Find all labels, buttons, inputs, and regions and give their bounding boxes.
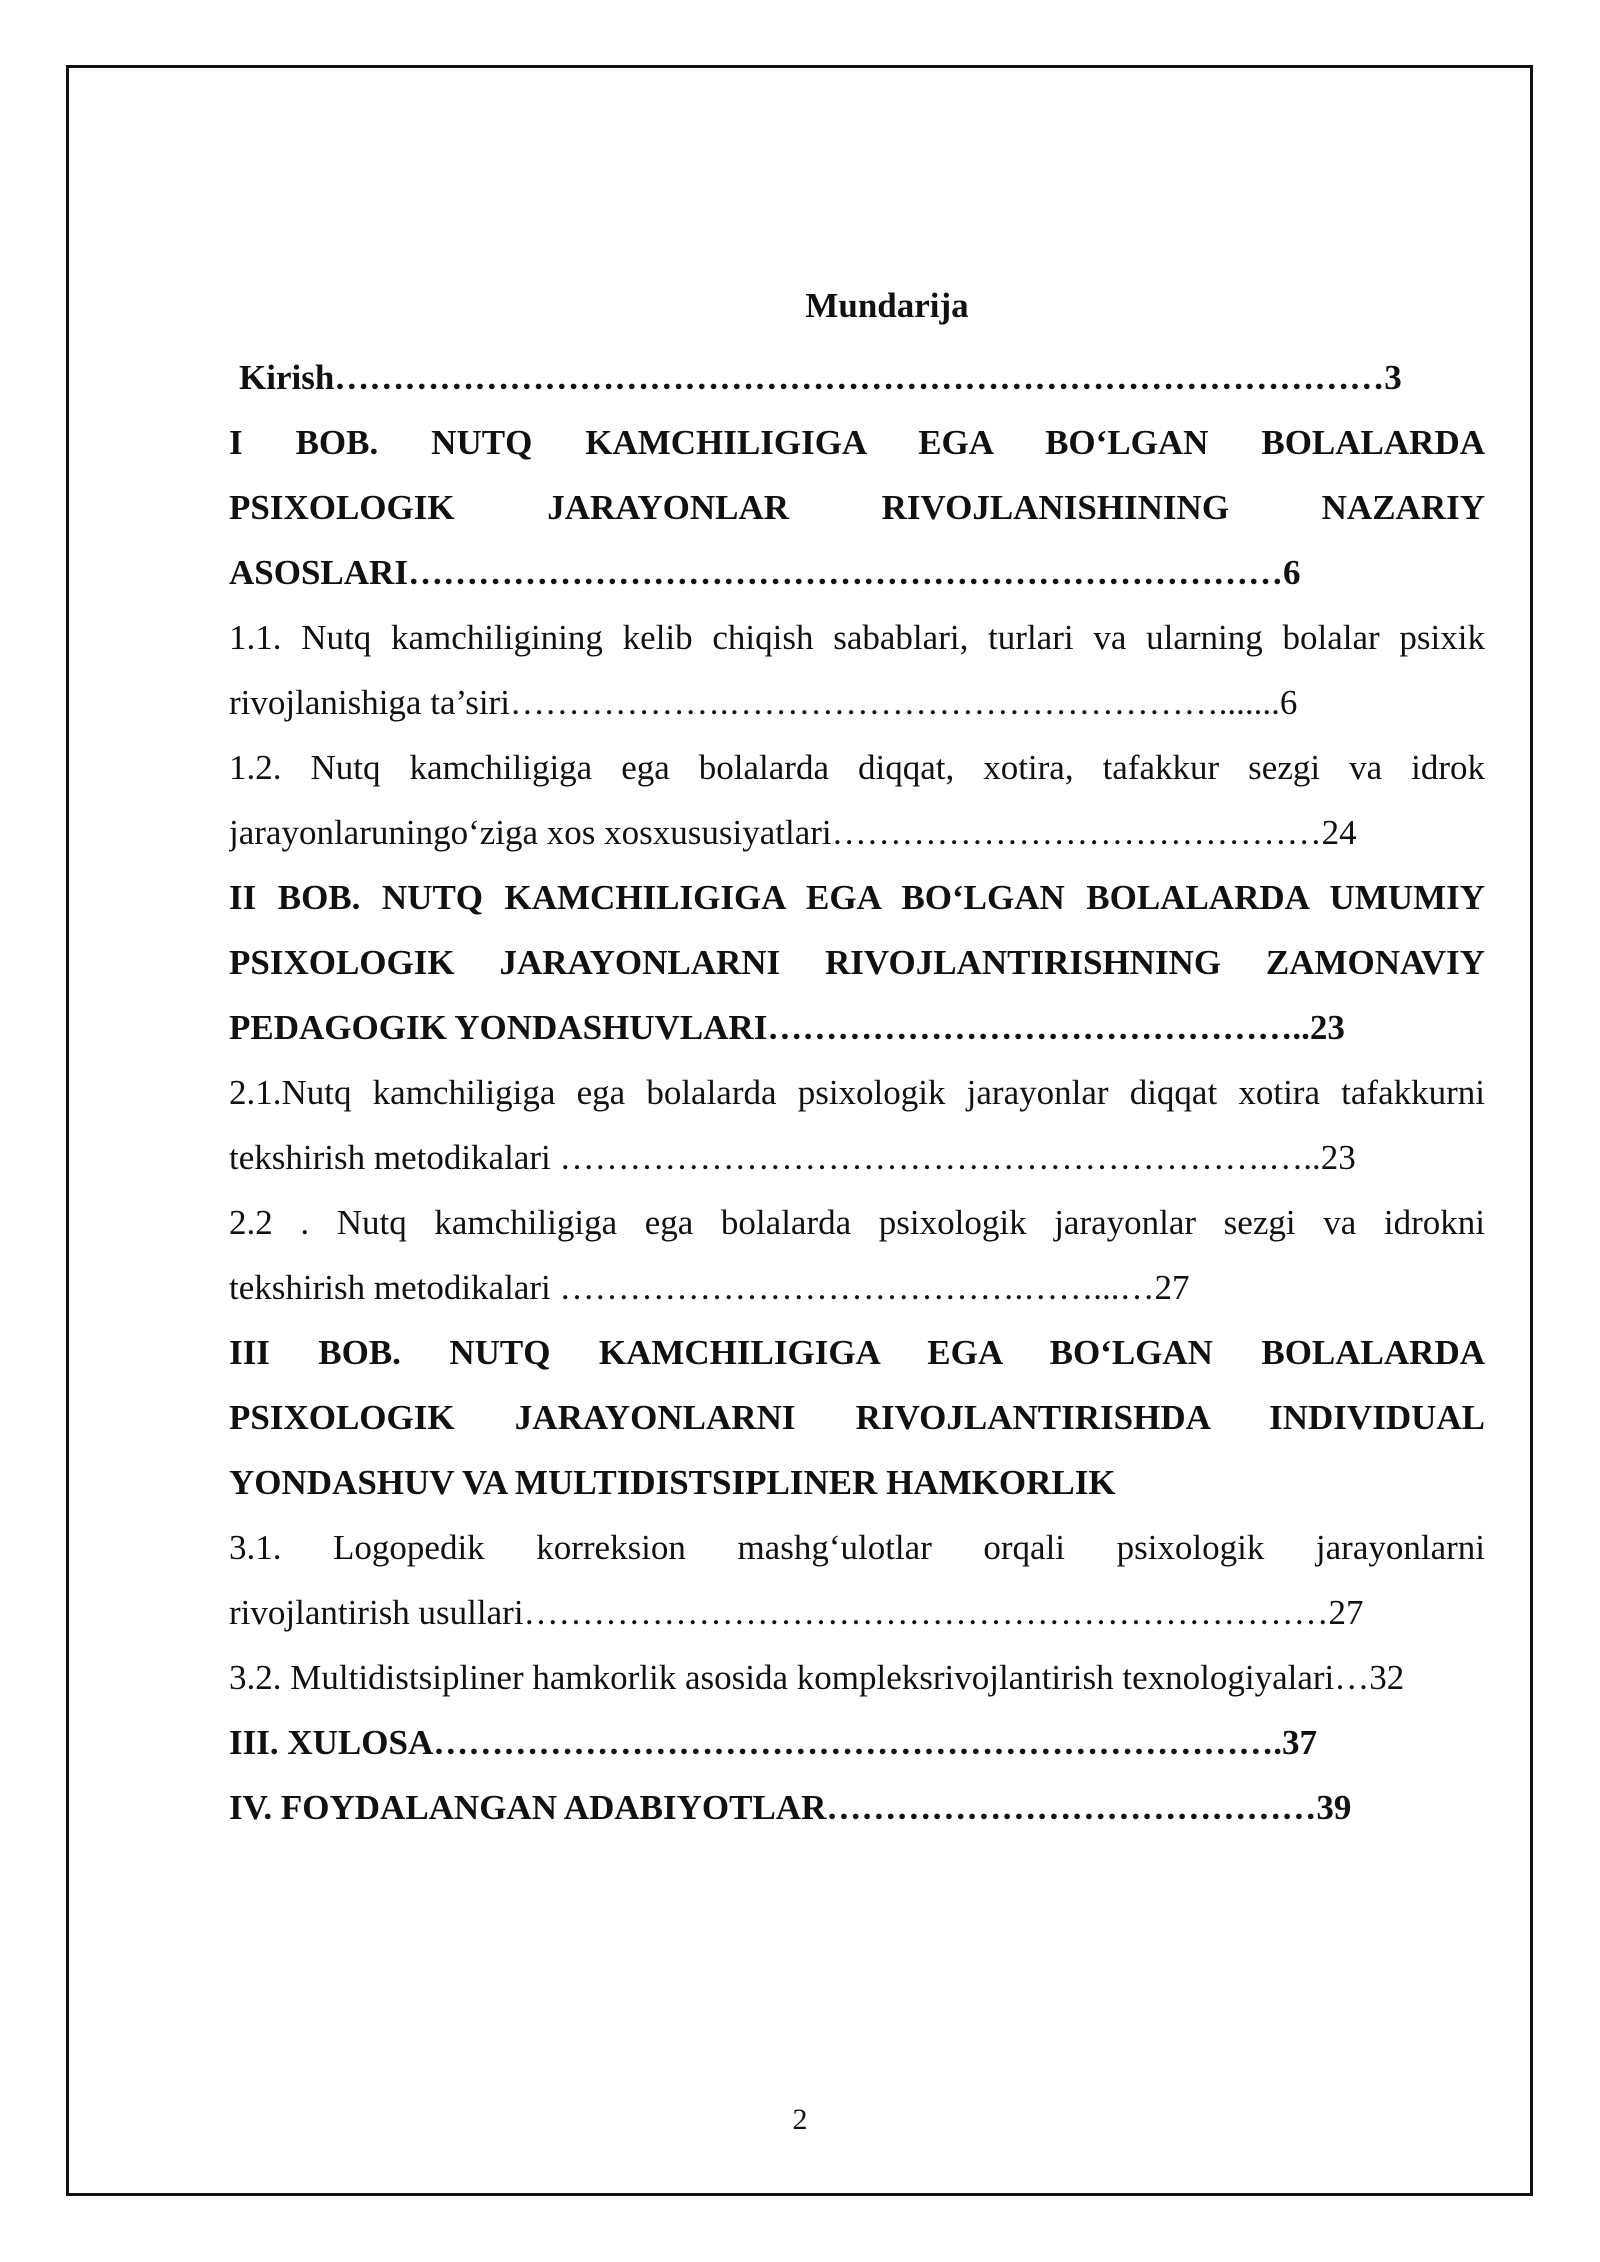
toc-chapter-1-line-2: PSIXOLOGIK JARAYONLAR RIVOJLANISHINING NAZARIY: [229, 488, 1485, 527]
toc-section-1-1-line-2: rivojlanishiga ta’siri……………….…………………………………….......6: [229, 683, 1298, 722]
toc-chapter-2-line-3: PEDAGOGIK YONDASHUVLARI………………………………………..23: [229, 1008, 1345, 1047]
toc-chapter-2-line-1: II BOB. NUTQ KAMCHILIGIGA EGA BO‘LGAN BOLALARDA UMUMIY: [229, 878, 1485, 917]
toc-chapter-1-line-1: I BOB. NUTQ KAMCHILIGIGA EGA BO‘LGAN BOLALARDA: [229, 423, 1485, 462]
toc-chapter-3-line-2: PSIXOLOGIK JARAYONLARNI RIVOJLANTIRISHDA INDIVIDUAL: [229, 1398, 1485, 1437]
toc-section-2-1-line-2: tekshirish metodikalari …………………………………………………….…..23: [229, 1138, 1356, 1177]
toc-section-2-2-line-2: tekshirish metodikalari ………………………………….……...…27: [229, 1268, 1190, 1307]
toc-chapter-1-line-3: ASOSLARI…………………………………………………………………6: [229, 553, 1301, 592]
toc-title: Mundarija: [805, 286, 969, 325]
toc-section-3-1-line-1: 3.1. Logopedik korreksion mashg‘ulotlar orqali psixologik jarayonlarni: [229, 1528, 1485, 1567]
page-number: 2: [792, 2103, 808, 2136]
toc-chapter-2-line-2: PSIXOLOGIK JARAYONLARNI RIVOJLANTIRISHNING ZAMONAVIY: [229, 943, 1485, 982]
toc-chapter-3-line-3: YONDASHUV VA MULTIDISTSIPLINER HAMKORLIK: [229, 1463, 1116, 1502]
toc-entry-xulosa: III. XULOSA……………………………………………………………….37: [229, 1723, 1317, 1762]
toc-entry-adabiyotlar: IV. FOYDALANGAN ADABIYOTLAR……………………………………39: [229, 1788, 1352, 1827]
toc-entry-kirish: Kirish………………………………………………………………………………3: [239, 358, 1402, 397]
toc-section-3-1-line-2: rivojlantirish usullari……………………………………………………………27: [229, 1593, 1364, 1632]
table-of-contents: [229, 280, 1485, 1840]
toc-chapter-3-line-1: III BOB. NUTQ KAMCHILIGIGA EGA BO‘LGAN BOLALARDA: [229, 1333, 1485, 1372]
toc-section-1-2-line-2: jarayonlaruningo‘ziga xos xosxususiyatlari……………………………………24: [229, 813, 1357, 852]
toc-section-2-1-line-1: 2.1.Nutq kamchiligiga ega bolalarda psixologik jarayonlar diqqat xotira tafakkurni: [229, 1073, 1485, 1112]
toc-section-1-2-line-1: 1.2. Nutq kamchiligiga ega bolalarda diqqat, xotira, tafakkur sezgi va idrok: [229, 748, 1485, 787]
toc-section-2-2-line-1: 2.2 . Nutq kamchiligiga ega bolalarda psixologik jarayonlar sezgi va idrokni: [229, 1203, 1485, 1242]
toc-section-3-2: 3.2. Multidistsipliner hamkorlik asosida kompleksrivojlantirish texnologiyalari…32: [229, 1658, 1405, 1697]
toc-section-1-1-line-1: 1.1. Nutq kamchiligining kelib chiqish sabablari, turlari va ularning bolalar psixik: [229, 618, 1485, 657]
